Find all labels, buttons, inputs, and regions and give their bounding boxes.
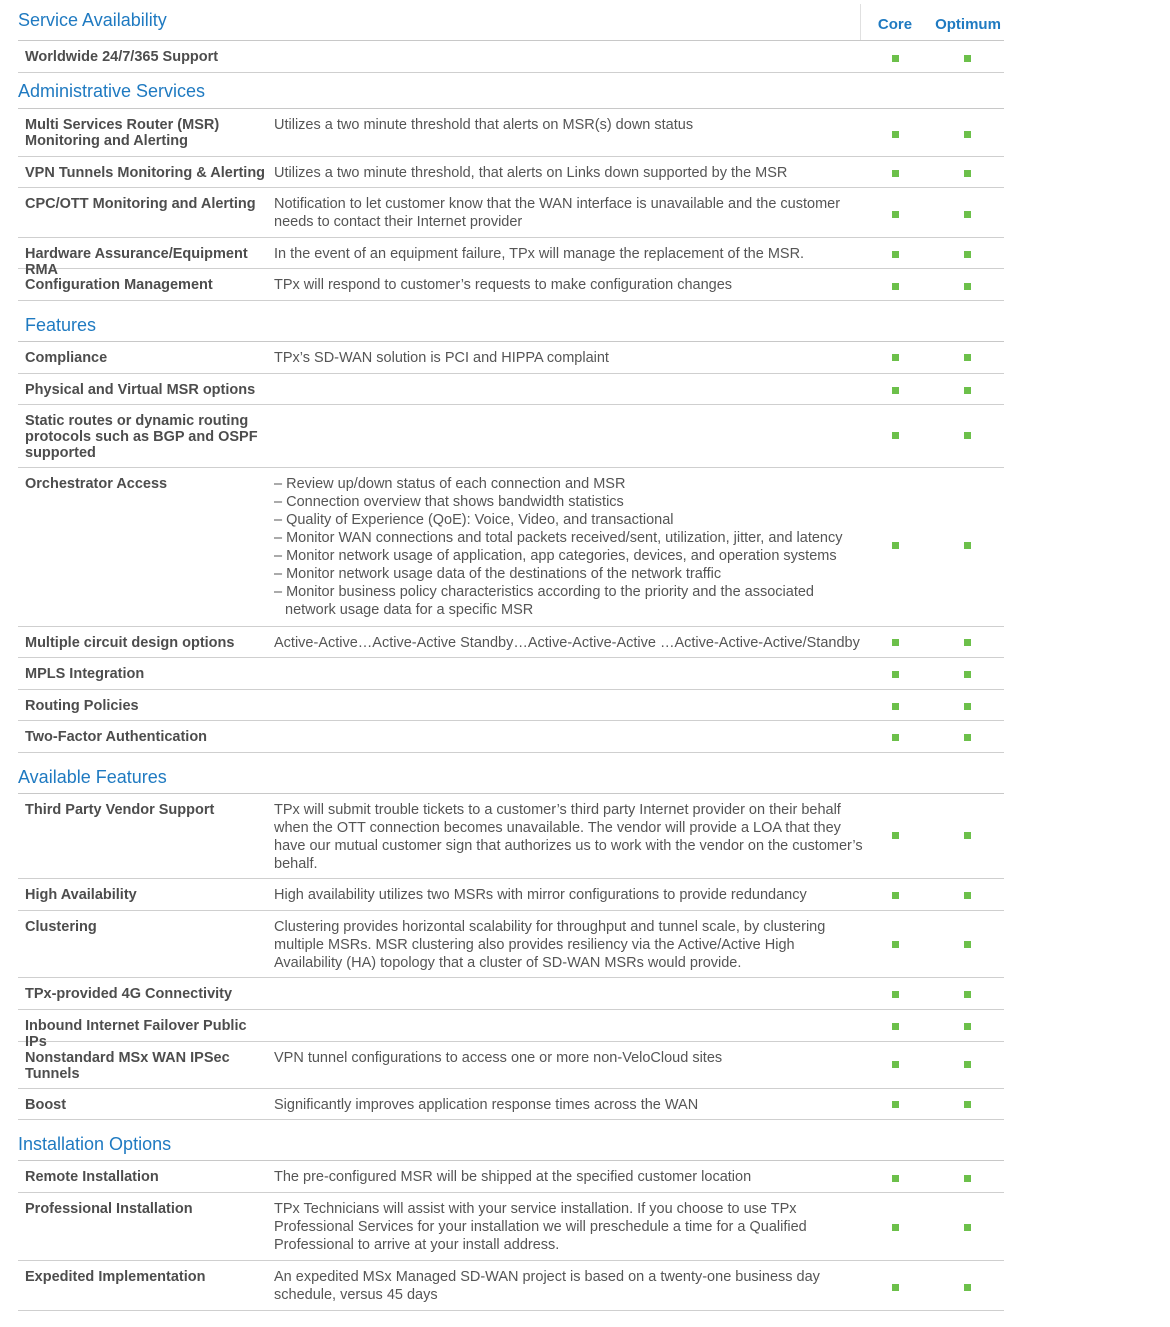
- feature-name: MPLS Integration: [25, 666, 145, 682]
- optimum-check-icon: [964, 892, 971, 899]
- feature-name: Remote Installation: [25, 1169, 159, 1185]
- feature-name: Static routes or dynamic routing protocols such as BGP and OSPF supported: [25, 413, 258, 461]
- description-bullet: – Monitor network usage data of the destinations of the network traffic: [274, 566, 722, 582]
- core-check-icon: [892, 1224, 899, 1231]
- optimum-check-icon: [964, 991, 971, 998]
- feature-name: Multi Services Router (MSR) Monitoring and Alerting: [25, 117, 220, 149]
- section-header-available: [18, 753, 1004, 794]
- feature-name: Compliance: [25, 350, 108, 366]
- feature-name: High Availability: [25, 887, 137, 903]
- optimum-check-icon: [964, 832, 971, 839]
- optimum-check-icon: [964, 639, 971, 646]
- feature-name: Two-Factor Authentication: [25, 729, 208, 745]
- section-title: Features: [25, 315, 97, 335]
- optimum-check-icon: [964, 734, 971, 741]
- core-check-icon: [892, 1284, 899, 1291]
- table-row: [18, 1161, 1004, 1193]
- core-check-icon: [892, 734, 899, 741]
- table-row: [18, 1089, 1004, 1120]
- feature-name: Routing Policies: [25, 698, 139, 714]
- table-row: [18, 658, 1004, 690]
- description-bullet: – Review up/down status of each connection and MSR: [274, 476, 626, 492]
- table-row: [18, 1193, 1004, 1261]
- feature-name: VPN Tunnels Monitoring & Alerting: [25, 165, 266, 181]
- feature-description: VPN tunnel configurations to access one or more non-VeloCloud sites: [274, 1050, 723, 1066]
- core-check-icon: [892, 941, 899, 948]
- table-row: [18, 468, 1004, 627]
- feature-comparison-table: [18, 0, 1004, 1311]
- table-row: [18, 374, 1004, 405]
- feature-description: The pre-configured MSR will be shipped at the specified customer location: [274, 1169, 752, 1185]
- table-row: [18, 342, 1004, 374]
- optimum-check-icon: [964, 1023, 971, 1030]
- optimum-check-icon: [964, 1284, 971, 1291]
- description-bullet: – Connection overview that shows bandwidth statistics: [274, 494, 624, 510]
- optimum-check-icon: [964, 703, 971, 710]
- feature-name: Boost: [25, 1097, 67, 1113]
- core-check-icon: [892, 1023, 899, 1030]
- feature-description: Utilizes a two minute threshold, that alerts on Links down supported by the MSR: [274, 165, 788, 181]
- section-header-admin: [18, 73, 1004, 109]
- optimum-check-icon: [964, 387, 971, 394]
- table-row: [18, 690, 1004, 721]
- feature-name: CPC/OTT Monitoring and Alerting: [25, 196, 256, 212]
- feature-name: Physical and Virtual MSR options: [25, 382, 256, 398]
- core-check-icon: [892, 354, 899, 361]
- feature-description: [274, 475, 864, 619]
- optimum-check-icon: [964, 354, 971, 361]
- feature-name: Worldwide 24/7/365 Support: [25, 49, 219, 65]
- core-check-icon: [892, 170, 899, 177]
- feature-description: Notification to let customer know that the WAN interface is unavailable and the customer needs to contact their Internet provider: [274, 196, 841, 230]
- feature-name: Nonstandard MSx WAN IPSec Tunnels: [25, 1050, 230, 1082]
- table-row: [18, 405, 1004, 468]
- core-check-icon: [892, 251, 899, 258]
- column-header-core: Core: [877, 16, 913, 33]
- column-header-optimum: Optimum: [935, 16, 1001, 33]
- core-check-icon: [892, 832, 899, 839]
- section-title: Installation Options: [18, 1134, 172, 1154]
- feature-description: In the event of an equipment failure, TPx will manage the replacement of the MSR.: [274, 246, 805, 262]
- feature-name: Hardware Assurance/Equipment RMA: [25, 246, 248, 278]
- description-bullet: – Monitor WAN connections and total packets received/sent, utilization, jitter, and latency: [274, 530, 843, 546]
- core-check-icon: [892, 542, 899, 549]
- optimum-check-icon: [964, 542, 971, 549]
- section-header-service: [18, 0, 1004, 41]
- table-row: [18, 188, 1004, 238]
- core-check-icon: [892, 211, 899, 218]
- section-header-install: [18, 1120, 1004, 1161]
- optimum-check-icon: [964, 251, 971, 258]
- description-bullet: – Quality of Experience (QoE): Voice, Video, and transactional: [274, 512, 674, 528]
- feature-description: Active-Active…Active-Active Standby…Active-Active-Active …Active-Active-Active/Standby: [274, 635, 860, 651]
- feature-name: Third Party Vendor Support: [25, 802, 215, 818]
- table-row: [18, 238, 1004, 278]
- section-title: Administrative Services: [18, 81, 206, 101]
- feature-name: TPx-provided 4G Connectivity: [25, 986, 233, 1002]
- optimum-check-icon: [964, 1224, 971, 1231]
- optimum-check-icon: [964, 432, 971, 439]
- feature-description: TPx’s SD-WAN solution is PCI and HIPPA complaint: [274, 350, 609, 366]
- core-check-icon: [892, 1101, 899, 1108]
- feature-description: Utilizes a two minute threshold that alerts on MSR(s) down status: [274, 117, 694, 133]
- table-row: [18, 978, 1004, 1010]
- feature-description: TPx will respond to customer’s requests to make configuration changes: [274, 277, 733, 293]
- optimum-check-icon: [964, 211, 971, 218]
- section-header-features: [18, 301, 1004, 342]
- feature-name: Multiple circuit design options: [25, 635, 235, 651]
- core-check-icon: [892, 703, 899, 710]
- core-check-icon: [892, 991, 899, 998]
- table-row: [18, 269, 1004, 301]
- table-row: [18, 879, 1004, 911]
- feature-description: High availability utilizes two MSRs with mirror configurations to provide redundancy: [274, 887, 807, 903]
- table-row: [18, 794, 1004, 879]
- table-row: [18, 109, 1004, 157]
- table-row: [18, 41, 1004, 73]
- feature-description: Clustering provides horizontal scalability for throughput and tunnel scale, by clustering multiple MSRs. MSR clustering also provides resiliency via the Active/Active High Availability (HA) topology that a cluster of SD-WAN MSRs would provide.: [274, 919, 826, 971]
- table-row: [18, 911, 1004, 978]
- feature-description: TPx will submit trouble tickets to a customer’s third party Internet provider on their behalf when the OTT connection becomes unavailable. The vendor will provide a LOA that they have our mutual customer sign that authorizes us to work with the vendor on the customer’s behalf.: [274, 802, 863, 872]
- core-check-icon: [892, 387, 899, 394]
- table-row: [18, 1010, 1004, 1050]
- optimum-check-icon: [964, 131, 971, 138]
- core-check-icon: [892, 892, 899, 899]
- core-check-icon: [892, 131, 899, 138]
- section-title: Service Availability: [18, 10, 167, 30]
- table-row: [18, 1042, 1004, 1089]
- core-check-icon: [892, 671, 899, 678]
- optimum-check-icon: [964, 671, 971, 678]
- table-row: [18, 1261, 1004, 1311]
- feature-name: Clustering: [25, 919, 97, 935]
- optimum-check-icon: [964, 1175, 971, 1182]
- table-row: [18, 157, 1004, 188]
- feature-name: Professional Installation: [25, 1201, 193, 1217]
- feature-description: TPx Technicians will assist with your service installation. If you choose to use TPx Professional Services for your installation we will preschedule a time for a Qualified Professional to arrive at your install address.: [274, 1201, 807, 1253]
- feature-name: Expedited Implementation: [25, 1269, 206, 1285]
- optimum-check-icon: [964, 170, 971, 177]
- core-check-icon: [892, 432, 899, 439]
- optimum-check-icon: [964, 941, 971, 948]
- core-check-icon: [892, 55, 899, 62]
- core-check-icon: [892, 639, 899, 646]
- description-bullet: – Monitor network usage of application, app categories, devices, and operation systems: [274, 548, 837, 564]
- core-check-icon: [892, 1061, 899, 1068]
- section-title: Available Features: [18, 767, 167, 787]
- optimum-check-icon: [964, 55, 971, 62]
- description-bullet: – Monitor business policy characteristics according to the priority and the associated network usage data for a specific MSR: [274, 584, 814, 618]
- table-row: [18, 627, 1004, 658]
- table-row: [18, 721, 1004, 753]
- core-check-icon: [892, 1175, 899, 1182]
- feature-name: Orchestrator Access: [25, 476, 168, 492]
- optimum-check-icon: [964, 1061, 971, 1068]
- feature-name: Inbound Internet Failover Public IPs: [25, 1018, 247, 1050]
- feature-name: Configuration Management: [25, 277, 213, 293]
- optimum-check-icon: [964, 283, 971, 290]
- feature-description: Significantly improves application response times across the WAN: [274, 1097, 699, 1113]
- core-check-icon: [892, 283, 899, 290]
- optimum-check-icon: [964, 1101, 971, 1108]
- feature-description: An expedited MSx Managed SD-WAN project is based on a twenty-one business day schedule, versus 45 days: [274, 1269, 820, 1303]
